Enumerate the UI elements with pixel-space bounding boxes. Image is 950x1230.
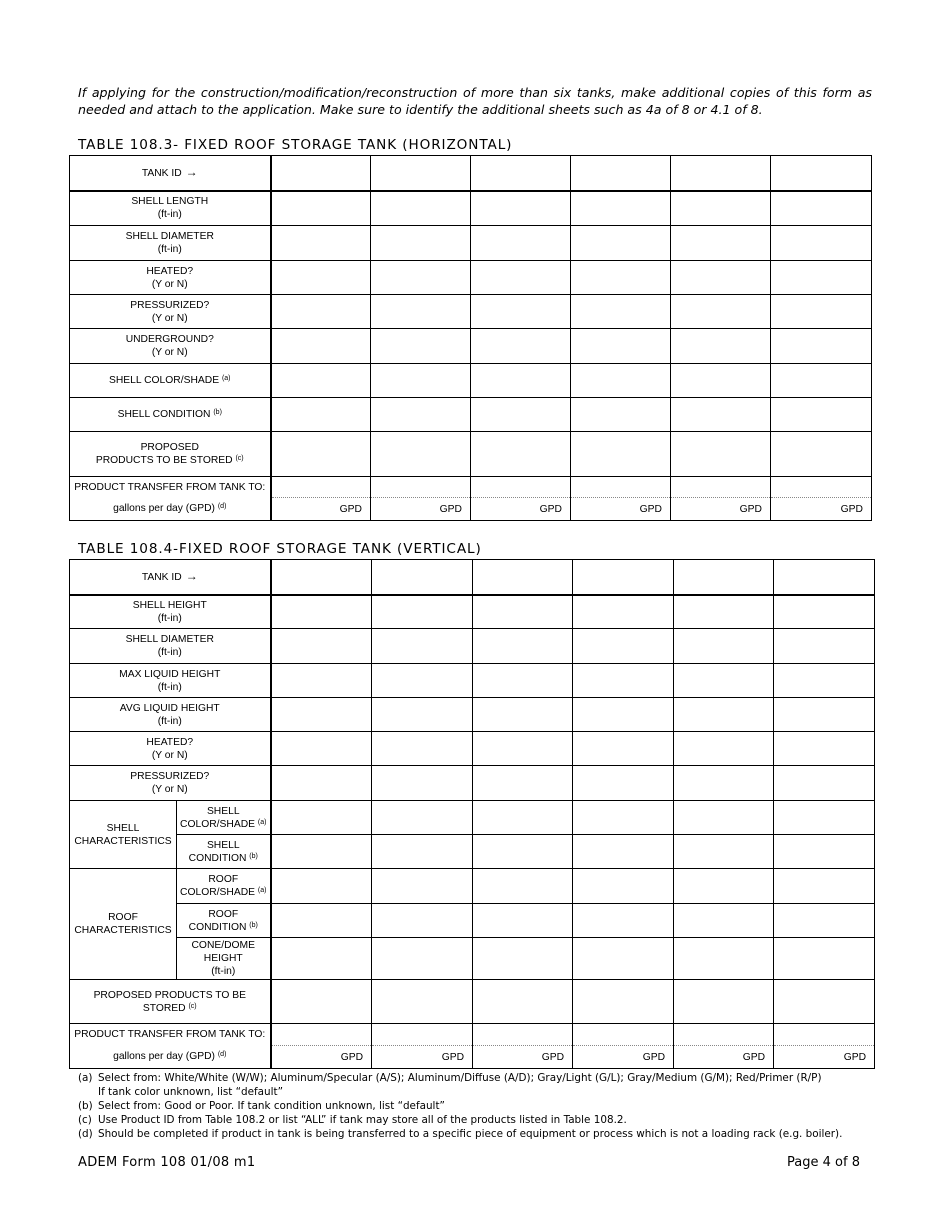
input-cell[interactable] [271, 869, 372, 904]
input-cell[interactable] [573, 869, 674, 904]
tank-id-cell-4[interactable] [573, 560, 674, 595]
gpd-cell[interactable]: GPD [774, 1046, 875, 1069]
input-cell[interactable] [771, 432, 872, 477]
input-cell[interactable] [571, 295, 671, 329]
input-cell[interactable] [774, 835, 875, 869]
input-cell[interactable] [473, 904, 573, 938]
input-cell[interactable] [774, 980, 875, 1024]
gpd-cell[interactable]: GPD [674, 1046, 774, 1069]
table-108-4-title: TABLE 108.4-FIXED ROOF STORAGE TANK (VERTICAL) [78, 541, 482, 557]
input-cell[interactable] [473, 629, 573, 664]
input-cell[interactable] [271, 732, 372, 766]
input-cell[interactable] [771, 191, 872, 226]
input-cell[interactable] [371, 364, 471, 398]
row-label: CONE/DOME HEIGHT (ft-in) [177, 938, 271, 980]
input-cell[interactable] [573, 980, 674, 1024]
input-cell[interactable] [271, 980, 372, 1024]
transfer-cell[interactable] [573, 1024, 674, 1046]
gpd-cell[interactable]: GPD [271, 1046, 372, 1069]
input-cell[interactable] [271, 629, 372, 664]
table-row [70, 226, 872, 261]
intro-instructions: If applying for the construction/modification/reconstruction of more than six tanks, make additional copies of this form as needed and attach to the application. Make sure to identify the additional sheets such as 4a of 8 or 4.1 of 8. [78, 85, 872, 117]
input-cell[interactable] [271, 261, 371, 295]
input-cell[interactable] [774, 595, 875, 629]
row-label: SHELL CONDITION $^{(b)}$ [177, 835, 271, 869]
input-cell[interactable] [271, 766, 372, 801]
transfer-cell[interactable] [271, 477, 371, 498]
input-cell[interactable] [471, 398, 571, 432]
input-cell[interactable] [674, 904, 774, 938]
tank-id-cell-1[interactable] [271, 560, 372, 595]
input-cell[interactable] [674, 835, 774, 869]
page-number: Page 4 of 8 [787, 1155, 860, 1170]
input-cell[interactable] [771, 398, 872, 432]
input-cell[interactable] [774, 629, 875, 664]
input-cell[interactable] [471, 226, 571, 261]
transfer-cell[interactable] [674, 1024, 774, 1046]
table-row [70, 938, 875, 980]
input-cell[interactable] [671, 364, 771, 398]
row-label: MAX LIQUID HEIGHT (ft-in) [70, 664, 271, 698]
footnote-c: (c) Use Product ID from Table 108.2 or list “ALL” if tank may store all of the products listed in Table 108.2. [78, 1114, 627, 1126]
input-cell[interactable] [371, 329, 471, 364]
input-cell[interactable] [372, 869, 473, 904]
input-cell[interactable] [271, 226, 371, 261]
tank-id-cell-5[interactable] [674, 560, 774, 595]
tank-id-cell-2[interactable] [371, 156, 471, 191]
input-cell[interactable] [674, 938, 774, 980]
row-label: SHELL DIAMETER (ft-in) [70, 629, 271, 664]
gpd-row [70, 1046, 875, 1069]
input-cell[interactable] [671, 398, 771, 432]
table-row [70, 595, 875, 629]
gpd-cell[interactable]: GPD [771, 498, 872, 521]
input-cell[interactable] [372, 732, 473, 766]
row-label: SHELL DIAMETER (ft-in) [70, 226, 271, 261]
transfer-cell[interactable] [671, 477, 771, 498]
input-cell[interactable] [371, 261, 471, 295]
input-cell[interactable] [571, 226, 671, 261]
row-label: PROPOSED PRODUCTS TO BE STORED $^{(c)}$ [70, 980, 271, 1024]
input-cell[interactable] [771, 329, 872, 364]
input-cell[interactable] [471, 329, 571, 364]
input-cell[interactable] [372, 698, 473, 732]
input-cell[interactable] [771, 261, 872, 295]
footnote-d: (d) Should be completed if product in tank is being transferred to a specific piece of equipment or process which is not a loading rack (e.g. boiler). [78, 1128, 843, 1140]
gpd-cell[interactable]: GPD [473, 1046, 573, 1069]
input-cell[interactable] [473, 664, 573, 698]
table-108-3-title: TABLE 108.3- FIXED ROOF STORAGE TANK (HORIZONTAL) [78, 137, 513, 153]
transfer-cell[interactable] [771, 477, 872, 498]
input-cell[interactable] [571, 364, 671, 398]
input-cell[interactable] [674, 595, 774, 629]
table-row [70, 904, 875, 938]
input-cell[interactable] [674, 629, 774, 664]
input-cell[interactable] [571, 432, 671, 477]
input-cell[interactable] [674, 766, 774, 801]
input-cell[interactable] [573, 835, 674, 869]
transfer-label: PRODUCT TRANSFER FROM TANK TO: [70, 1024, 271, 1046]
input-cell[interactable] [271, 432, 371, 477]
arrow-right-icon: → [185, 568, 198, 583]
table-row [70, 432, 872, 477]
input-cell[interactable] [372, 629, 473, 664]
table-row [70, 698, 875, 732]
input-cell[interactable] [371, 432, 471, 477]
input-cell[interactable] [571, 398, 671, 432]
input-cell[interactable] [271, 904, 372, 938]
input-cell[interactable] [674, 664, 774, 698]
input-cell[interactable] [473, 766, 573, 801]
roof-characteristics-label: ROOF CHARACTERISTICS [70, 869, 177, 980]
tank-id-row [70, 156, 872, 191]
input-cell[interactable] [774, 698, 875, 732]
input-cell[interactable] [671, 261, 771, 295]
gpd-row [70, 498, 872, 521]
input-cell[interactable] [671, 226, 771, 261]
input-cell[interactable] [471, 191, 571, 226]
row-label: HEATED? (Y or N) [70, 261, 271, 295]
input-cell[interactable] [571, 329, 671, 364]
input-cell[interactable] [674, 980, 774, 1024]
table-row [70, 364, 872, 398]
row-label: UNDERGROUND? (Y or N) [70, 329, 271, 364]
row-label: SHELL COLOR/SHADE $^{(a)}$ [177, 801, 271, 835]
input-cell[interactable] [573, 904, 674, 938]
row-label: HEATED? (Y or N) [70, 732, 271, 766]
form-id: ADEM Form 108 01/08 m1 [78, 1155, 256, 1170]
input-cell[interactable] [573, 732, 674, 766]
transfer-cell[interactable] [372, 1024, 473, 1046]
input-cell[interactable] [271, 595, 372, 629]
table-row [70, 869, 875, 904]
table-108-3 [69, 155, 872, 521]
table-row [70, 295, 872, 329]
transfer-cell[interactable] [271, 1024, 372, 1046]
transfer-cell[interactable] [473, 1024, 573, 1046]
input-cell[interactable] [573, 664, 674, 698]
input-cell[interactable] [372, 595, 473, 629]
input-cell[interactable] [271, 835, 372, 869]
input-cell[interactable] [473, 801, 573, 835]
input-cell[interactable] [271, 398, 371, 432]
row-label: SHELL CONDITION $^{(b)}$ [70, 398, 271, 432]
input-cell[interactable] [471, 261, 571, 295]
input-cell[interactable] [473, 732, 573, 766]
row-label: SHELL COLOR/SHADE $^{(a)}$ [70, 364, 271, 398]
row-label: ROOF COLOR/SHADE $^{(a)}$ [177, 869, 271, 904]
input-cell[interactable] [372, 801, 473, 835]
input-cell[interactable] [573, 595, 674, 629]
shell-characteristics-label: SHELL CHARACTERISTICS [70, 801, 177, 869]
gpd-cell[interactable]: GPD [471, 498, 571, 521]
input-cell[interactable] [372, 904, 473, 938]
input-cell[interactable] [674, 869, 774, 904]
transfer-cell[interactable] [371, 477, 471, 498]
input-cell[interactable] [271, 664, 372, 698]
gpd-cell[interactable]: GPD [371, 498, 471, 521]
tank-id-label: TANK ID → [70, 156, 271, 191]
input-cell[interactable] [471, 432, 571, 477]
input-cell[interactable] [774, 766, 875, 801]
table-row [70, 329, 872, 364]
input-cell[interactable] [372, 664, 473, 698]
input-cell[interactable] [774, 904, 875, 938]
tank-id-cell-6[interactable] [771, 156, 872, 191]
transfer-row [70, 1024, 875, 1046]
tank-id-row [70, 560, 875, 595]
input-cell[interactable] [271, 801, 372, 835]
input-cell[interactable] [372, 835, 473, 869]
input-cell[interactable] [372, 766, 473, 801]
input-cell[interactable] [671, 295, 771, 329]
row-label: SHELL LENGTH (ft-in) [70, 191, 271, 226]
input-cell[interactable] [573, 698, 674, 732]
input-cell[interactable] [571, 191, 671, 226]
input-cell[interactable] [271, 329, 371, 364]
input-cell[interactable] [371, 295, 471, 329]
transfer-cell[interactable] [471, 477, 571, 498]
input-cell[interactable] [271, 295, 371, 329]
tank-id-cell-6[interactable] [774, 560, 875, 595]
transfer-row [70, 477, 872, 498]
input-cell[interactable] [473, 938, 573, 980]
footnote-a: (a) Select from: White/White (W/W); Aluminum/Specular (A/S); Aluminum/Diffuse (A/D); Gray/Light (G/L); Gray/Medium (G/M); Red/Primer (R/P) If tank color unknown, list “default” [78, 1072, 822, 1098]
tank-id-cell-2[interactable] [372, 560, 473, 595]
input-cell[interactable] [674, 698, 774, 732]
input-cell[interactable] [771, 364, 872, 398]
tank-id-cell-3[interactable] [473, 560, 573, 595]
input-cell[interactable] [271, 191, 371, 226]
input-cell[interactable] [774, 732, 875, 766]
input-cell[interactable] [671, 191, 771, 226]
table-row [70, 980, 875, 1024]
input-cell[interactable] [674, 732, 774, 766]
table-row [70, 261, 872, 295]
input-cell[interactable] [774, 801, 875, 835]
input-cell[interactable] [471, 364, 571, 398]
row-label: SHELL HEIGHT (ft-in) [70, 595, 271, 629]
input-cell[interactable] [473, 835, 573, 869]
input-cell[interactable] [571, 261, 671, 295]
input-cell[interactable] [372, 980, 473, 1024]
gpd-cell[interactable]: GPD [671, 498, 771, 521]
input-cell[interactable] [473, 698, 573, 732]
row-label: AVG LIQUID HEIGHT (ft-in) [70, 698, 271, 732]
tank-id-cell-3[interactable] [471, 156, 571, 191]
gpd-cell[interactable]: GPD [271, 498, 371, 521]
input-cell[interactable] [471, 295, 571, 329]
input-cell[interactable] [573, 801, 674, 835]
input-cell[interactable] [674, 801, 774, 835]
gpd-label: gallons per day (GPD) $^{(d)}$ [70, 1046, 271, 1069]
row-label: PRESSURIZED? (Y or N) [70, 766, 271, 801]
tank-id-cell-1[interactable] [271, 156, 371, 191]
row-label: PROPOSED PRODUCTS TO BE STORED $^{(c)}$ [70, 432, 271, 477]
input-cell[interactable] [271, 698, 372, 732]
input-cell[interactable] [774, 869, 875, 904]
footnotes [78, 1071, 878, 1141]
input-cell[interactable] [771, 295, 872, 329]
footnote-b: (b) Select from: Good or Poor. If tank condition unknown, list “default” [78, 1100, 445, 1112]
tank-id-cell-5[interactable] [671, 156, 771, 191]
transfer-label: PRODUCT TRANSFER FROM TANK TO: [70, 477, 271, 498]
input-cell[interactable] [774, 938, 875, 980]
tank-id-label: TANK ID → [70, 560, 271, 595]
transfer-cell[interactable] [774, 1024, 875, 1046]
input-cell[interactable] [271, 364, 371, 398]
table-row [70, 835, 875, 869]
input-cell[interactable] [371, 398, 471, 432]
input-cell[interactable] [671, 432, 771, 477]
tank-id-cell-4[interactable] [571, 156, 671, 191]
input-cell[interactable] [371, 226, 471, 261]
input-cell[interactable] [671, 329, 771, 364]
table-row [70, 664, 875, 698]
row-label: PRESSURIZED? (Y or N) [70, 295, 271, 329]
table-row [70, 398, 872, 432]
table-row [70, 629, 875, 664]
input-cell[interactable] [573, 938, 674, 980]
table-row [70, 191, 872, 226]
table-row [70, 801, 875, 835]
input-cell[interactable] [371, 191, 471, 226]
gpd-cell[interactable]: GPD [372, 1046, 473, 1069]
row-label: ROOF CONDITION $^{(b)}$ [177, 904, 271, 938]
table-row [70, 766, 875, 801]
input-cell[interactable] [771, 226, 872, 261]
input-cell[interactable] [372, 938, 473, 980]
table-108-4 [69, 559, 875, 1069]
arrow-right-icon: → [185, 164, 198, 179]
input-cell[interactable] [473, 980, 573, 1024]
gpd-cell[interactable]: GPD [571, 498, 671, 521]
input-cell[interactable] [774, 664, 875, 698]
table-row [70, 732, 875, 766]
input-cell[interactable] [573, 766, 674, 801]
input-cell[interactable] [573, 629, 674, 664]
input-cell[interactable] [473, 595, 573, 629]
gpd-cell[interactable]: GPD [573, 1046, 674, 1069]
gpd-label: gallons per day (GPD) $^{(d)}$ [70, 498, 271, 521]
input-cell[interactable] [473, 869, 573, 904]
input-cell[interactable] [271, 938, 372, 980]
transfer-cell[interactable] [571, 477, 671, 498]
